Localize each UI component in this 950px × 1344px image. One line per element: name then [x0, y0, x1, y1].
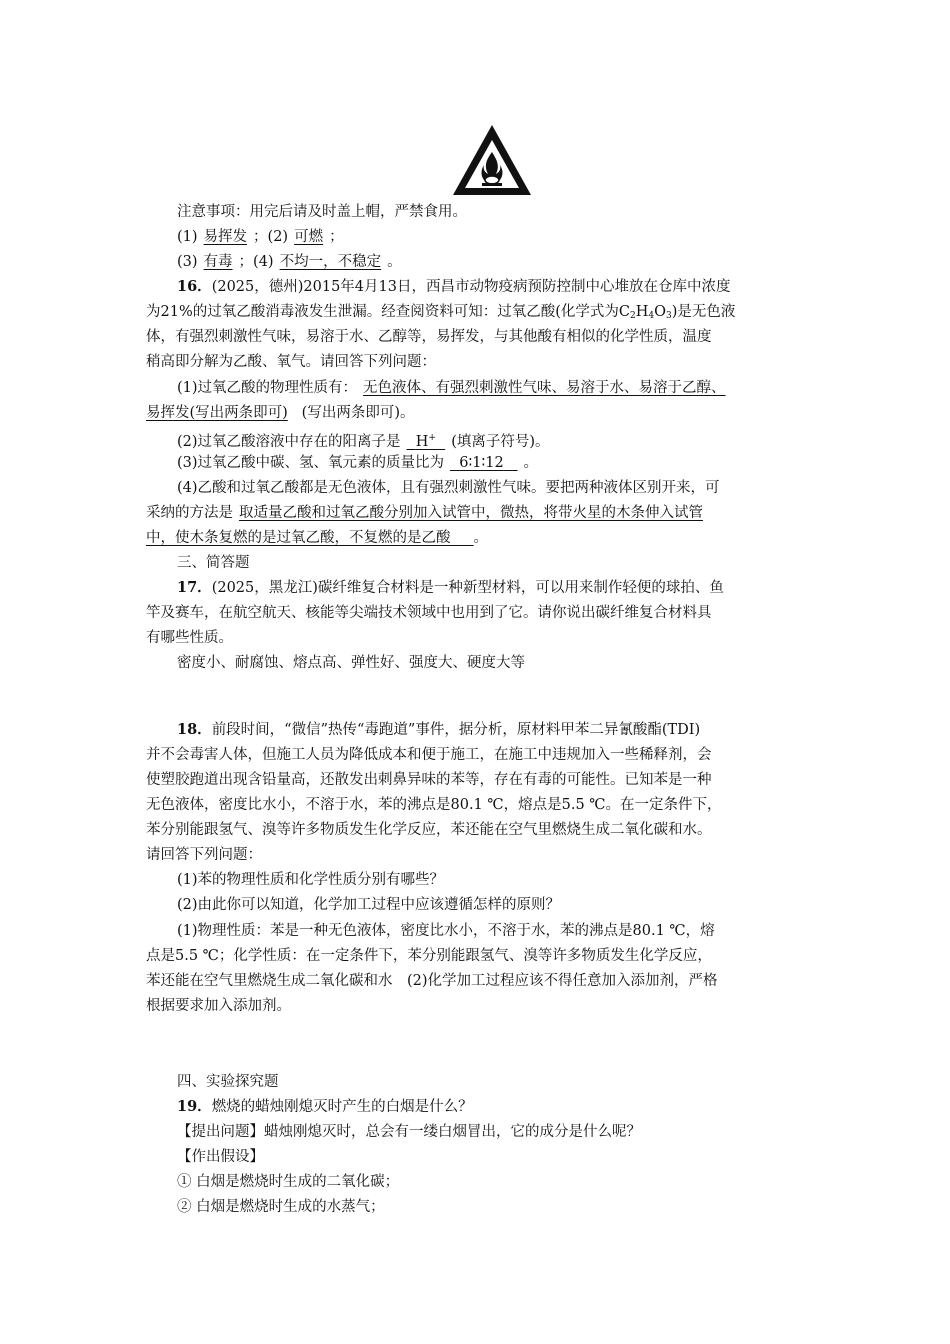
- q18-answer-line1: (1)物理性质：苯是一种无色液体，密度比水小，不溶于水，苯的沸点是80.1 ℃，熔: [177, 923, 715, 939]
- q18-stem-line4: 无色液体，密度比水小，不溶于水，苯的沸点是80.1 ℃，熔点是5.5 ℃。在一定条件下，: [146, 797, 722, 813]
- q16-part4-answer-cont: 中，使木条复燃的是过氧乙酸，不复燃的是乙酸: [146, 530, 451, 546]
- q19-question: 【提出问题】蜡烛刚熄灭时，总会有一缕白烟冒出，它的成分是什么呢？: [177, 1124, 641, 1140]
- q18-stem-line3: 使塑胶跑道出现含铅量高，还散发出刺鼻异味的苯等，存在有毒的可能性。已知苯是一种: [146, 772, 712, 788]
- q17-stem-line1: 17．(2025，黑龙江)碳纤维复合材料是一种新型材料，可以用来制作轻便的球拍、鱼: [177, 579, 724, 596]
- q18-stem-line1: 18．前段时间，“微信”热传“毒跑道”事件，据分析，原材料甲苯二异氰酸酯(TDI): [177, 721, 701, 738]
- q16-stem-line3: 体，有强烈刺激性气味，易溶于水、乙醇等，易挥发，与其他酸有相似的化学性质，温度: [146, 329, 712, 345]
- q19-hypothesis-1: ① 白烟是燃烧时生成的二氧化碳；: [177, 1174, 400, 1190]
- q17-stem-line3: 有哪些性质。: [146, 630, 233, 646]
- q18-subquestion-2: (2)由此你可以知道，化学加工过程中应该遵循怎样的原则？: [177, 897, 561, 913]
- q16-part4: (4)乙酸和过氧乙酸都是无色液体，且有强烈刺激性气味。要把两种液体区别开来，可: [177, 480, 720, 496]
- q16-part1-answer: 无色液体、有强烈刺激性气味、易溶于水、易溶于乙醇、: [363, 380, 726, 396]
- q19-hypothesis-2: ② 白烟是燃烧时生成的水蒸气；: [177, 1199, 385, 1215]
- q19-stem: 19．燃烧的蜡烛刚熄灭时产生的白烟是什么？: [177, 1098, 473, 1115]
- flammable-warning-icon: [450, 122, 534, 198]
- q15-answer-3: 有毒: [203, 254, 233, 270]
- q18-subquestion-1: (1)苯的物理性质和化学性质分别有哪些？: [177, 872, 445, 888]
- q16-stem-line1: 16．(2025，德州)2015年4月13日，西昌市动物疫病预防控制中心堆放在仓库中浓度: [177, 278, 731, 295]
- q15-answer-1: 易挥发: [203, 229, 248, 245]
- section-4-heading: 四、实验探究题: [177, 1074, 279, 1090]
- q18-number: 18．: [177, 721, 212, 738]
- q16-stem-line2: 为21%的过氧乙酸消毒液发生泄漏。经查阅资料可知：过氧乙酸(化学式为$C_2H_4O_3$)是无色液: [146, 304, 736, 321]
- q18-stem-line5: 苯分别能跟氢气、溴等许多物质发生化学反应，苯还能在空气里燃烧生成二氧化碳和水。: [146, 822, 712, 838]
- q19-number: 19．: [177, 1098, 212, 1115]
- q18-stem-line6: 请回答下列问题：: [146, 847, 262, 863]
- q16-part1-answer-cont: 易挥发(写出两条即可): [146, 405, 288, 421]
- q18-stem-line2: 并不会毒害人体，但施工人员为降低成本和便于施工，在施工中违规加入一些稀释剂，会: [146, 747, 712, 763]
- q17-number: 17．: [177, 579, 212, 596]
- q16-part4-line2: 采纳的方法是 取适量乙酸和过氧乙酸分别加入试管中，微热，将带火星的木条伸入试管: [146, 503, 709, 523]
- q16-part3-answer: 6∶1∶12: [459, 455, 504, 471]
- q16-part2: (2)过氧乙酸溶液中存在的阳离子是 H+ (填离子符号)。: [177, 428, 550, 452]
- notice-text: 注意事项：用完后请及时盖上帽，严禁食用。: [177, 204, 467, 220]
- q17-answer: 密度小、耐腐蚀、熔点高、弹性好、强度大、硬度大等: [177, 655, 525, 671]
- q16-part3: (3)过氧乙酸中碳、氢、氧元素的质量比为 6∶1∶12 。: [177, 455, 539, 471]
- q16-number: 16．: [177, 278, 212, 295]
- q19-hypothesis-title: 【作出假设】: [177, 1149, 264, 1165]
- q17-stem-line2: 竿及赛车，在航空航天、核能等尖端技术领域中也用到了它。请你说出碳纤维复合材料具: [146, 605, 712, 621]
- q16-part2-answer: H+: [415, 433, 436, 450]
- q18-answer-line3: 苯还能在空气里燃烧生成二氧化碳和水 (2)化学加工过程应该不得任意加入添加剂，严格: [146, 973, 718, 989]
- q16-stem-line4: 稍高即分解为乙酸、氧气。请回答下列问题：: [146, 354, 436, 370]
- q18-answer-line2: 点是5.5 ℃；化学性质：在一定条件下，苯分别能跟氢气、溴等许多物质发生化学反应，: [146, 948, 712, 964]
- section-3-heading: 三、简答题: [177, 555, 250, 571]
- q15-answers-row2: (3) 有毒 ；(4) 不均一，不稳定 。: [177, 254, 402, 270]
- q18-answer-line4: 根据要求加入添加剂。: [146, 998, 291, 1014]
- q16-part1: (1)过氧乙酸的物理性质有： 无色液体、有强烈刺激性气味、易溶于水、易溶于乙醇、: [177, 378, 732, 398]
- q16-part4-line3: 中，使木条复燃的是过氧乙酸，不复燃的是乙酸 。: [146, 530, 489, 546]
- q16-part4-answer: 取适量乙酸和过氧乙酸分别加入试管中，微热，将带火星的木条伸入试管: [239, 505, 703, 521]
- q15-answer-4: 不均一，不稳定: [279, 254, 382, 270]
- q16-part1-cont: 易挥发(写出两条即可) (写出两条即可)。: [146, 405, 415, 421]
- q15-answers-row1: (1) 易挥发 ；(2) 可燃 ；: [177, 229, 344, 245]
- q15-answer-2: 可燃: [294, 229, 324, 245]
